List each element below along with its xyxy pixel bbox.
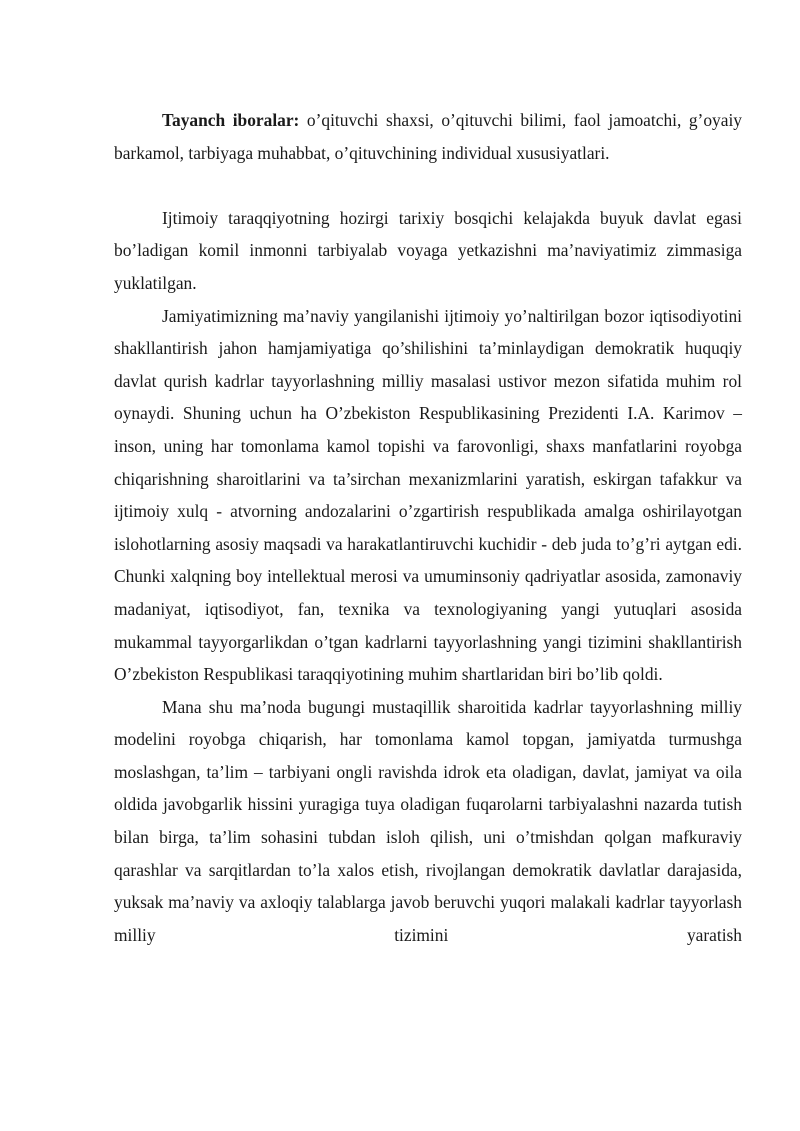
body-paragraph-2: Jamiyatimizning ma’naviy yangilanishi ijtimoiy yo’naltirilgan bozor iqtisodiyotini shakllantirish jahon hamjamiyatiga qo’shilishini ta’minlaydigan demokratik huquqiy davlat qurish kadrlar tayyorlashning milliy masalasi ustivor mezon sifatida muhim rol oynaydi. Shuning uchun ha O’zbekiston Respublikasining Prezidenti I.A. Karimov – inson, uning har tomonlama kamol topishi va farovonligi, shaxs manfatlarini royobga chiqarishning sharoitlarini va ta’sirchan mexanizmlarini yaratish, eskirgan tafakkur va ijtimoiy xulq - atvorning andozalarini o’zgartirish respublikada amalga oshirilayotgan islohotlarning asosiy maqsadi va harakatlantiruvchi kuchidir - deb juda to’g’ri aytgan edi. Chunki xalqning boy intellektual merosi va umuminsoniy qadriyatlar asosida, zamonaviy madaniyat, iqtisodiyot, fan, texnika va texnologiyaning yangi yutuqlari asosida mukammal tayyorgarlikdan o’tgan kadrlarni tayyorlashning yangi tizimini shakllantirish O’zbekiston Respublikasi taraqqiyotining muhim shartlaridan biri bo’lib qoldi.: [114, 305, 742, 685]
document-page: [114, 104, 742, 951]
keywords-text: o’qituvchi shaxsi, o’qituvchi bilimi, faol jamoatchi, g’oyaiy barkamol, tarbiyaga muhabbat, o’qituvchining individual xususiyatlari.: [114, 110, 742, 163]
paragraph-spacer: [114, 169, 742, 202]
body-paragraph-1: Ijtimoiy taraqqiyotning hozirgi tarixiy bosqichi kelajakda buyuk davlat egasi bo’ladigan komil inmonni tarbiyalab voyaga yetkazishni ma’naviyatimiz zimmasiga yuklatilgan.: [114, 207, 742, 293]
keywords-paragraph: [114, 104, 742, 169]
body-paragraph-3: Mana shu ma’noda bugungi mustaqillik sharoitida kadrlar tayyorlashning milliy modelini royobga chiqarish, har tomonlama kamol topgan, jamiyatda turmushga moslashgan, ta’lim – tarbiyani ongli ravishda idrok eta oladigan, davlat, jamiyat va oila oldida javobgarlik hissini yuragiga tuya oladigan fuqarolarni tarbiyalashni nazarda tutish bilan birga, ta’lim sohasini tubdan isloh qilish, uni o’tmishdan qolgan mafkuraviy qarashlar va sarqitlardan to’la xalos etish, rivojlangan demokratik davlatlar darajasida, yuksak ma’naviy va axloqiy talablarga javob beruvchi yuqori malakali kadrlar tayyorlash milliy tizimini yaratish: [114, 696, 742, 945]
keywords-label: Tayanch iboralar:: [162, 110, 300, 130]
